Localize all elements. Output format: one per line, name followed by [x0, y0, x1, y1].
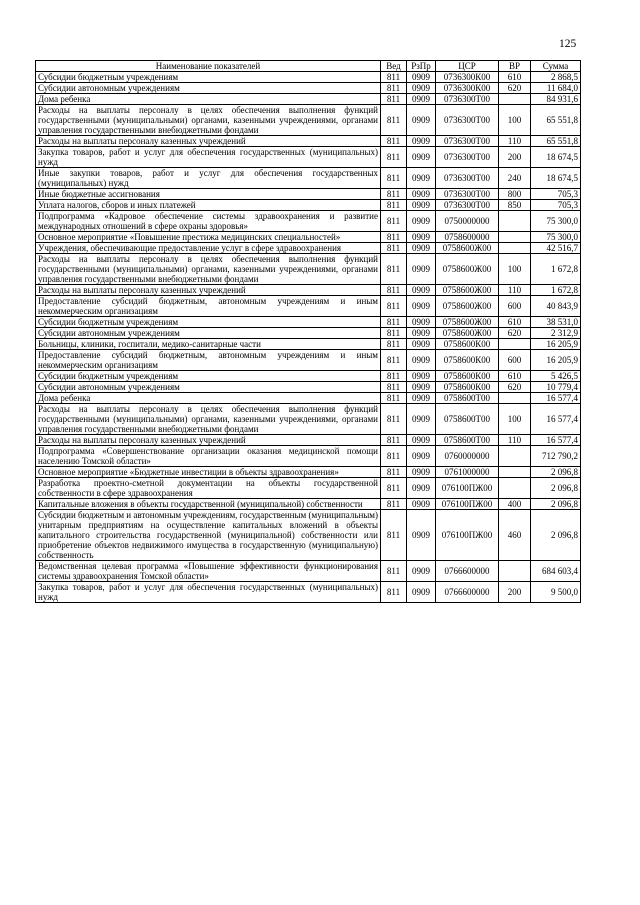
- cell-name: Расходы на выплаты персоналу казенных учреждений: [36, 285, 381, 296]
- cell-vr: [499, 211, 531, 232]
- cell-ved: 811: [381, 83, 407, 94]
- cell-ved: 811: [381, 105, 407, 136]
- cell-vr: 460: [499, 510, 531, 561]
- cell-sum: 16 205,9: [531, 339, 581, 350]
- header-ved: Вед: [381, 61, 407, 72]
- cell-rzpr: 0909: [407, 499, 436, 510]
- cell-name: Расходы на выплаты персоналу в целях обеспечения выполнения функций государственными (муниципальными) органами, казенными учреждениями, органами управления государственными внебюджетными фондами: [36, 404, 381, 435]
- cell-sum: 65 551,8: [531, 136, 581, 147]
- cell-sum: 10 779,4: [531, 382, 581, 393]
- cell-csr: 0758600К00: [436, 382, 499, 393]
- cell-sum: 2 868,5: [531, 72, 581, 83]
- cell-vr: 600: [499, 296, 531, 317]
- cell-vr: 600: [499, 350, 531, 371]
- cell-rzpr: 0909: [407, 200, 436, 211]
- cell-ved: 811: [381, 404, 407, 435]
- cell-csr: 0758600Т00: [436, 404, 499, 435]
- cell-ved: 811: [381, 72, 407, 83]
- cell-sum: 16 577,4: [531, 393, 581, 404]
- header-rzpr: РзПр: [407, 61, 436, 72]
- cell-name: Капитальные вложения в объекты государственной (муниципальной) собственности: [36, 499, 381, 510]
- cell-rzpr: 0909: [407, 189, 436, 200]
- cell-csr: 0736300К00: [436, 72, 499, 83]
- cell-vr: 610: [499, 317, 531, 328]
- cell-csr: 0736300Т00: [436, 189, 499, 200]
- cell-ved: 811: [381, 371, 407, 382]
- table-row: [36, 136, 581, 147]
- cell-csr: 0736300Т00: [436, 200, 499, 211]
- cell-ved: 811: [381, 232, 407, 243]
- cell-csr: 0758600000: [436, 232, 499, 243]
- cell-csr: 0750000000: [436, 211, 499, 232]
- cell-name: Предоставление субсидий бюджетным, автономным учреждениям и иным некоммерческим организациям: [36, 350, 381, 371]
- cell-sum: 16 577,4: [531, 404, 581, 435]
- cell-vr: 110: [499, 136, 531, 147]
- cell-ved: 811: [381, 435, 407, 446]
- cell-ved: 811: [381, 136, 407, 147]
- cell-vr: [499, 467, 531, 478]
- cell-ved: 811: [381, 446, 407, 467]
- table-row: [36, 211, 581, 232]
- cell-rzpr: 0909: [407, 561, 436, 582]
- cell-rzpr: 0909: [407, 371, 436, 382]
- cell-name: Основное мероприятие «Бюджетные инвестиции в объекты здравоохранения»: [36, 467, 381, 478]
- cell-ved: 811: [381, 243, 407, 254]
- table-row: [36, 446, 581, 467]
- table-row: [36, 94, 581, 105]
- cell-sum: 5 426,5: [531, 371, 581, 382]
- cell-ved: 811: [381, 350, 407, 371]
- cell-ved: 811: [381, 317, 407, 328]
- cell-rzpr: 0909: [407, 339, 436, 350]
- cell-name: Подпрограмма «Совершенствование организации оказания медицинской помощи населению Томской области»: [36, 446, 381, 467]
- cell-vr: 200: [499, 582, 531, 603]
- table-row: [36, 393, 581, 404]
- cell-vr: [499, 243, 531, 254]
- cell-rzpr: 0909: [407, 232, 436, 243]
- cell-sum: 684 603,4: [531, 561, 581, 582]
- cell-rzpr: 0909: [407, 404, 436, 435]
- cell-rzpr: 0909: [407, 393, 436, 404]
- cell-vr: [499, 446, 531, 467]
- cell-name: Субсидии бюджетным учреждениям: [36, 72, 381, 83]
- cell-ved: 811: [381, 147, 407, 168]
- cell-vr: [499, 561, 531, 582]
- cell-rzpr: 0909: [407, 328, 436, 339]
- table-row: [36, 328, 581, 339]
- cell-ved: 811: [381, 393, 407, 404]
- cell-csr: 0766600000: [436, 582, 499, 603]
- table-row: [36, 105, 581, 136]
- table-header-row: [36, 61, 581, 72]
- cell-sum: 705,3: [531, 200, 581, 211]
- cell-name: Подпрограмма «Кадровое обеспечение системы здравоохранения и развитие международных отношений в сфере охраны здоровья»: [36, 211, 381, 232]
- cell-name: Иные бюджетные ассигнования: [36, 189, 381, 200]
- table-row: [36, 285, 581, 296]
- cell-csr: 0758600К00: [436, 339, 499, 350]
- table-row: [36, 243, 581, 254]
- cell-ved: 811: [381, 478, 407, 499]
- table-row: [36, 296, 581, 317]
- table-body: [36, 72, 581, 603]
- cell-vr: 110: [499, 435, 531, 446]
- cell-ved: 811: [381, 200, 407, 211]
- cell-vr: 850: [499, 200, 531, 211]
- cell-name: Уплата налогов, сборов и иных платежей: [36, 200, 381, 211]
- cell-sum: 2 096,8: [531, 467, 581, 478]
- cell-csr: 0758600Ж00: [436, 254, 499, 285]
- table-row: [36, 510, 581, 561]
- cell-name: Расходы на выплаты персоналу казенных учреждений: [36, 136, 381, 147]
- cell-name: Закупка товаров, работ и услуг для обеспечения государственных (муниципальных) нужд: [36, 582, 381, 603]
- cell-vr: [499, 393, 531, 404]
- cell-csr: 076100ПЖ00: [436, 478, 499, 499]
- header-csr: ЦСР: [436, 61, 499, 72]
- cell-vr: 620: [499, 382, 531, 393]
- cell-name: Субсидии автономным учреждениям: [36, 382, 381, 393]
- cell-rzpr: 0909: [407, 168, 436, 189]
- table-row: [36, 317, 581, 328]
- cell-sum: 2 096,8: [531, 510, 581, 561]
- cell-name: Расходы на выплаты персоналу в целях обеспечения выполнения функций государственными (муниципальными) органами, казенными учреждениями, органами управления государственными внебюджетными фондами: [36, 105, 381, 136]
- cell-rzpr: 0909: [407, 94, 436, 105]
- cell-ved: 811: [381, 296, 407, 317]
- cell-vr: 100: [499, 254, 531, 285]
- table-row: [36, 147, 581, 168]
- cell-rzpr: 0909: [407, 105, 436, 136]
- cell-name: Субсидии автономным учреждениям: [36, 83, 381, 94]
- cell-ved: 811: [381, 189, 407, 200]
- cell-sum: 2 096,8: [531, 478, 581, 499]
- table-row: [36, 254, 581, 285]
- cell-rzpr: 0909: [407, 254, 436, 285]
- cell-sum: 16 577,4: [531, 435, 581, 446]
- cell-rzpr: 0909: [407, 350, 436, 371]
- cell-rzpr: 0909: [407, 582, 436, 603]
- cell-sum: 40 843,9: [531, 296, 581, 317]
- table-row: [36, 168, 581, 189]
- cell-csr: 0758600Ж00: [436, 317, 499, 328]
- table-row: [36, 382, 581, 393]
- cell-vr: 610: [499, 72, 531, 83]
- cell-ved: 811: [381, 168, 407, 189]
- header-vr: ВР: [499, 61, 531, 72]
- cell-csr: 0736300Т00: [436, 168, 499, 189]
- table-row: [36, 561, 581, 582]
- cell-name: Субсидии бюджетным учреждениям: [36, 371, 381, 382]
- cell-vr: 100: [499, 105, 531, 136]
- cell-name: Больницы, клиники, госпитали, медико-санитарные части: [36, 339, 381, 350]
- table-row: [36, 83, 581, 94]
- cell-ved: 811: [381, 561, 407, 582]
- cell-name: Расходы на выплаты персоналу казенных учреждений: [36, 435, 381, 446]
- cell-ved: 811: [381, 94, 407, 105]
- table-row: [36, 499, 581, 510]
- cell-vr: 100: [499, 404, 531, 435]
- cell-rzpr: 0909: [407, 382, 436, 393]
- cell-vr: 610: [499, 371, 531, 382]
- cell-vr: [499, 478, 531, 499]
- cell-csr: 076100ПЖ00: [436, 510, 499, 561]
- budget-table: [35, 60, 581, 603]
- table-row: [36, 404, 581, 435]
- cell-name: Субсидии бюджетным и автономным учреждениям, государственным (муниципальным) унитарным предприятиям на осуществление капитальных вложений в объекты капитального строительства государственной (муниципальной) собственности или приобретение объектов недвижимого имущества в государственную (муниципальную) собственность: [36, 510, 381, 561]
- table-row: [36, 339, 581, 350]
- cell-sum: 16 205,9: [531, 350, 581, 371]
- cell-sum: 2 312,9: [531, 328, 581, 339]
- cell-vr: [499, 339, 531, 350]
- cell-csr: 0758600К00: [436, 371, 499, 382]
- cell-vr: 200: [499, 147, 531, 168]
- cell-name: Субсидии бюджетным учреждениям: [36, 317, 381, 328]
- cell-csr: 0758600Ж00: [436, 285, 499, 296]
- cell-vr: 800: [499, 189, 531, 200]
- cell-csr: 0758600Ж00: [436, 243, 499, 254]
- table-row: [36, 467, 581, 478]
- cell-sum: 18 674,5: [531, 168, 581, 189]
- cell-sum: 9 500,0: [531, 582, 581, 603]
- cell-vr: [499, 94, 531, 105]
- header-sum: Сумма: [531, 61, 581, 72]
- cell-csr: 0761000000: [436, 467, 499, 478]
- cell-rzpr: 0909: [407, 285, 436, 296]
- cell-name: Основное мероприятие «Повышение престижа медицинских специальностей»: [36, 232, 381, 243]
- cell-sum: 705,3: [531, 189, 581, 200]
- cell-name: Дома ребенка: [36, 393, 381, 404]
- cell-csr: 0736300Т00: [436, 105, 499, 136]
- cell-sum: 65 551,8: [531, 105, 581, 136]
- cell-rzpr: 0909: [407, 136, 436, 147]
- cell-sum: 75 300,0: [531, 232, 581, 243]
- cell-name: Учреждения, обеспечивающие предоставление услуг в сфере здравоохранения: [36, 243, 381, 254]
- table-row: [36, 582, 581, 603]
- cell-ved: 811: [381, 582, 407, 603]
- cell-ved: 811: [381, 467, 407, 478]
- cell-sum: 38 531,0: [531, 317, 581, 328]
- cell-sum: 1 672,8: [531, 254, 581, 285]
- cell-csr: 0758600К00: [436, 350, 499, 371]
- header-name: Наименование показателей: [36, 61, 381, 72]
- cell-name: Закупка товаров, работ и услуг для обеспечения государственных (муниципальных) нужд: [36, 147, 381, 168]
- cell-rzpr: 0909: [407, 296, 436, 317]
- cell-sum: 84 931,6: [531, 94, 581, 105]
- cell-ved: 811: [381, 285, 407, 296]
- cell-sum: 75 300,0: [531, 211, 581, 232]
- cell-csr: 0736300К00: [436, 83, 499, 94]
- cell-rzpr: 0909: [407, 211, 436, 232]
- cell-vr: 400: [499, 499, 531, 510]
- table-row: [36, 189, 581, 200]
- cell-csr: 0758600Ж00: [436, 328, 499, 339]
- table-row: [36, 350, 581, 371]
- cell-name: Субсидии автономным учреждениям: [36, 328, 381, 339]
- cell-csr: 0766600000: [436, 561, 499, 582]
- cell-vr: 620: [499, 328, 531, 339]
- cell-csr: 0760000000: [436, 446, 499, 467]
- cell-csr: 0758600Т00: [436, 393, 499, 404]
- cell-name: Предоставление субсидий бюджетным, автономным учреждениям и иным некоммерческим организациям: [36, 296, 381, 317]
- cell-name: Разработка проектно-сметной документации на объекты государственной собственности в сфере здравоохранения: [36, 478, 381, 499]
- cell-rzpr: 0909: [407, 243, 436, 254]
- cell-sum: 42 516,7: [531, 243, 581, 254]
- cell-sum: 712 790,2: [531, 446, 581, 467]
- cell-ved: 811: [381, 339, 407, 350]
- cell-name: Ведомственная целевая программа «Повышение эффективности функционирования системы здравоохранения Томской области»: [36, 561, 381, 582]
- cell-ved: 811: [381, 211, 407, 232]
- cell-csr: 0758600Ж00: [436, 296, 499, 317]
- cell-rzpr: 0909: [407, 467, 436, 478]
- cell-rzpr: 0909: [407, 478, 436, 499]
- table-row: [36, 478, 581, 499]
- cell-ved: 811: [381, 328, 407, 339]
- cell-csr: 0736300Т00: [436, 147, 499, 168]
- cell-rzpr: 0909: [407, 147, 436, 168]
- cell-rzpr: 0909: [407, 83, 436, 94]
- cell-rzpr: 0909: [407, 72, 436, 83]
- cell-vr: [499, 232, 531, 243]
- cell-sum: 18 674,5: [531, 147, 581, 168]
- cell-name: Расходы на выплаты персоналу в целях обеспечения выполнения функций государственными (муниципальными) органами, казенными учреждениями, органами управления государственными внебюджетными фондами: [36, 254, 381, 285]
- cell-vr: 110: [499, 285, 531, 296]
- table-row: [36, 371, 581, 382]
- cell-name: Иные закупки товаров, работ и услуг для обеспечения государственных (муниципальных) нужд: [36, 168, 381, 189]
- cell-ved: 811: [381, 254, 407, 285]
- cell-rzpr: 0909: [407, 446, 436, 467]
- cell-ved: 811: [381, 382, 407, 393]
- table-row: [36, 232, 581, 243]
- cell-csr: 0736300Т00: [436, 94, 499, 105]
- page-number: 125: [559, 38, 577, 50]
- cell-name: Дома ребенка: [36, 94, 381, 105]
- cell-sum: 11 684,0: [531, 83, 581, 94]
- table-row: [36, 72, 581, 83]
- cell-rzpr: 0909: [407, 510, 436, 561]
- cell-sum: 1 672,8: [531, 285, 581, 296]
- cell-csr: 076100ПЖ00: [436, 499, 499, 510]
- cell-rzpr: 0909: [407, 435, 436, 446]
- cell-ved: 811: [381, 510, 407, 561]
- table-row: [36, 435, 581, 446]
- cell-sum: 2 096,8: [531, 499, 581, 510]
- cell-rzpr: 0909: [407, 317, 436, 328]
- cell-csr: 0758600Т00: [436, 435, 499, 446]
- cell-ved: 811: [381, 499, 407, 510]
- cell-vr: 240: [499, 168, 531, 189]
- table-row: [36, 200, 581, 211]
- cell-csr: 0736300Т00: [436, 136, 499, 147]
- cell-vr: 620: [499, 83, 531, 94]
